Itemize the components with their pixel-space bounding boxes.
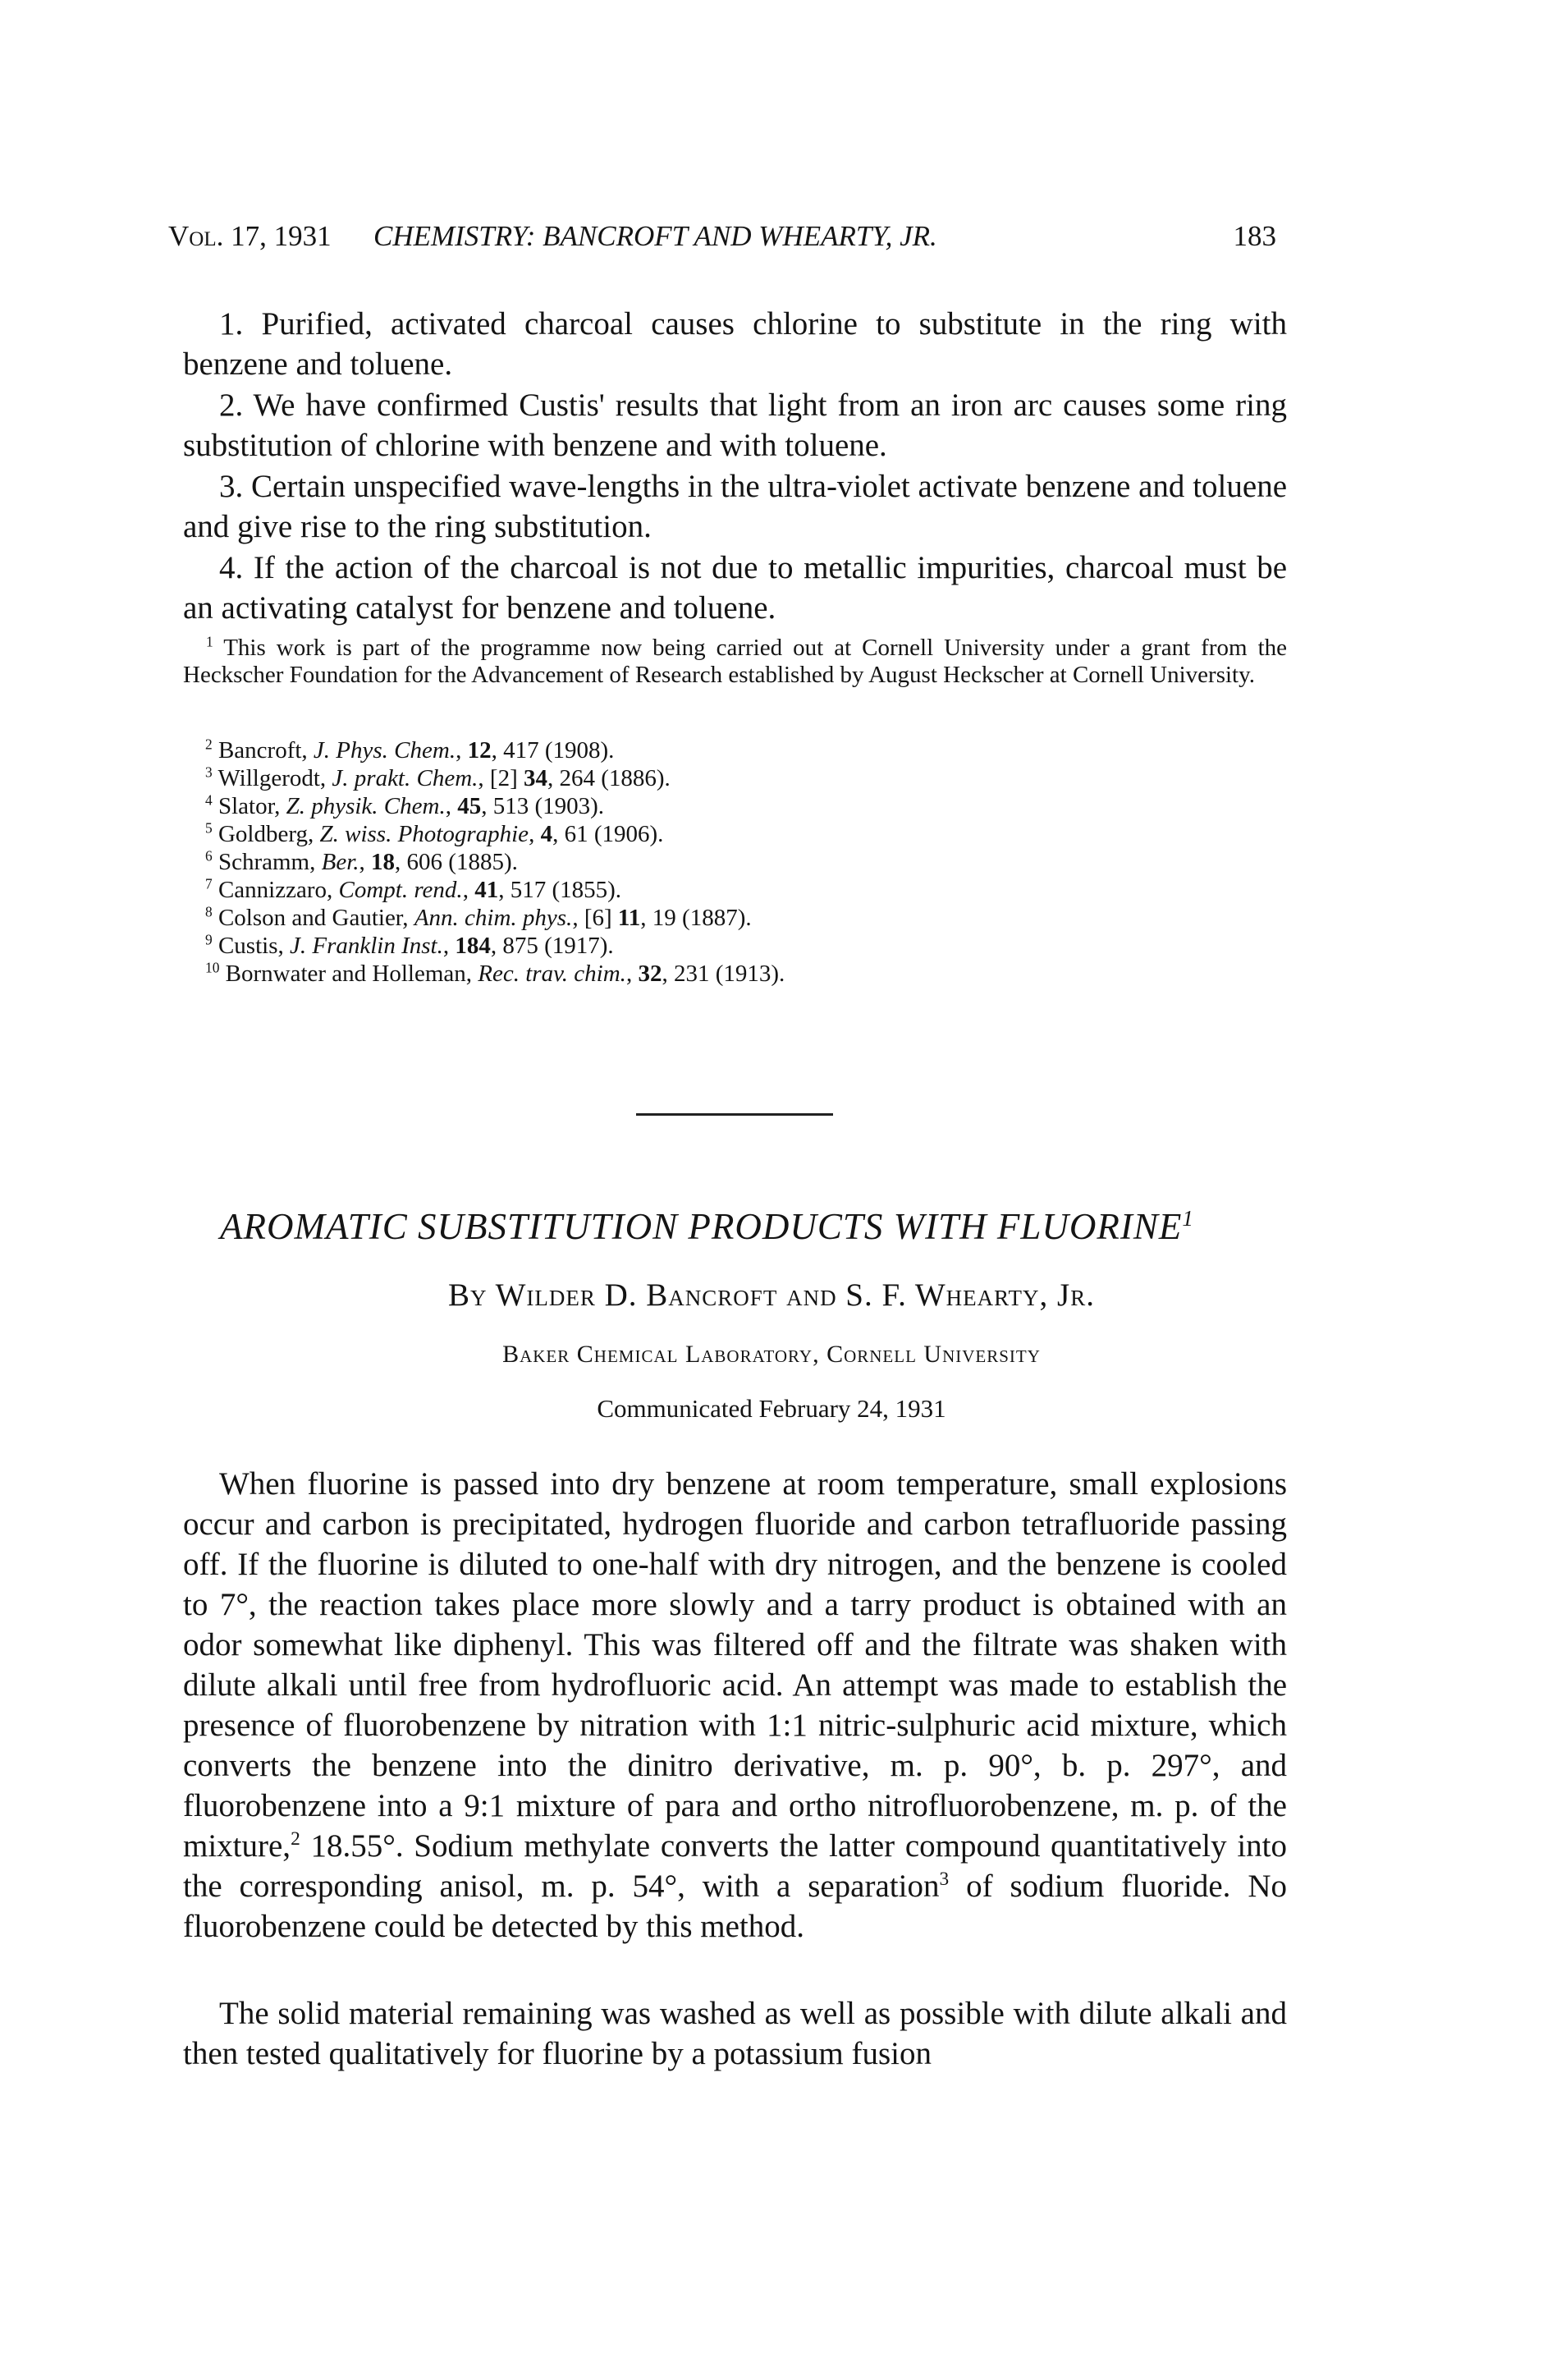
- footnote-ref: 2: [291, 1828, 300, 1850]
- footnote-number: 8: [205, 903, 213, 920]
- footnote-number: 4: [205, 791, 213, 809]
- footnote-sep: ,: [529, 821, 541, 847]
- footnote-volume: 18: [371, 849, 396, 875]
- footnote-volume: 12: [467, 737, 492, 764]
- footnote: [205, 765, 671, 792]
- body-paragraph: The solid material remaining was washed as well as possible with dilute alkali and then tested qualitatively for fluorine by a potassium fusion: [183, 1996, 1287, 2071]
- footnote-rest: , 875 (1917).: [490, 933, 614, 959]
- footnote-number: 6: [205, 847, 213, 864]
- footnote: [205, 737, 614, 764]
- paragraph-text: of sodium fluoride. No fluorobenzene could be detected by this method.: [183, 1869, 1287, 1944]
- footnote-journal: J. Phys. Chem.: [313, 737, 456, 764]
- footnote-rest: , 606 (1885).: [395, 849, 518, 875]
- footnote-volume: 34: [523, 765, 547, 791]
- footnote-author: Bancroft,: [217, 737, 314, 764]
- conclusion-text: Purified, activated charcoal causes chlorine to substitute in the ring with benzene and toluene.: [183, 306, 1288, 382]
- footnote-sep: , [6]: [572, 905, 618, 931]
- article-authors: By Wilder D. Bancroft and S. F. Whearty, Jr.: [448, 1277, 1095, 1313]
- body-paragraph: [183, 1464, 1287, 1947]
- footnote-journal: Ann. chim. phys.: [414, 905, 573, 931]
- footnote: [205, 877, 621, 904]
- footnote: [205, 849, 518, 876]
- footnote-volume: 184: [455, 933, 491, 959]
- footnote-author: Cannizzaro,: [217, 877, 339, 903]
- conclusion-number: 3.: [219, 469, 244, 504]
- conclusion-number: 1.: [219, 306, 244, 342]
- footnote-number: 9: [205, 931, 213, 948]
- footnote-author: Slator,: [217, 793, 286, 819]
- footnote-rest: , 513 (1903).: [481, 793, 605, 819]
- title-footnote-ref: 1: [1182, 1206, 1194, 1231]
- footnote-rest: , 517 (1855).: [498, 877, 622, 903]
- conclusion-number: 2.: [219, 387, 244, 423]
- conclusion-item: [183, 304, 1287, 384]
- footnote-sep: ,: [456, 737, 468, 764]
- footnote-number: 7: [205, 875, 213, 892]
- footnote: [205, 961, 785, 988]
- footnote-sep: ,: [445, 793, 458, 819]
- footnote-author: Bornwater and Holleman,: [225, 961, 478, 987]
- footnote-sep: , [2]: [478, 765, 524, 791]
- footnote-number: 1: [206, 633, 213, 650]
- footnote-author: Schramm,: [217, 849, 322, 875]
- footnote-volume: 41: [474, 877, 499, 903]
- conclusion-item: [183, 466, 1287, 547]
- footnote-number: 3: [205, 764, 213, 781]
- article-title: [0, 1205, 1543, 1248]
- running-title: CHEMISTRY: BANCROFT AND WHEARTY, JR.: [373, 220, 937, 252]
- conclusion-number: 4.: [219, 550, 244, 585]
- footnote-journal: Rec. trav. chim.: [478, 961, 626, 987]
- conclusion-text: We have confirmed Custis' results that light from an iron arc causes some ring substitution of chlorine with benzene and with toluene.: [183, 387, 1287, 463]
- conclusion-text: If the action of the charcoal is not due to metallic impurities, charcoal must be an activating catalyst for benzene and toluene.: [183, 550, 1287, 626]
- footnote-rest: , 417 (1908).: [491, 737, 615, 764]
- article-title-text: AROMATIC SUBSTITUTION PRODUCTS WITH FLUORINE: [220, 1206, 1183, 1247]
- conclusion-text: Certain unspecified wave-lengths in the ultra-violet activate benzene and toluene and give rise to the ring substitution.: [183, 469, 1288, 544]
- footnote: [183, 635, 1287, 689]
- footnote-author: Custis,: [217, 933, 290, 959]
- footnote: [205, 905, 752, 932]
- running-head: [168, 220, 1276, 253]
- footnote-author: Goldberg,: [217, 821, 320, 847]
- footnote-rest: , 264 (1886).: [547, 765, 671, 791]
- footnote: [205, 793, 604, 820]
- footnote-volume: 32: [638, 961, 662, 987]
- section-divider: [636, 1113, 833, 1116]
- communicated-date: Communicated February 24, 1931: [597, 1394, 946, 1423]
- footnote-sep: ,: [462, 877, 475, 903]
- paragraph-text: 18.55°. Sodium methylate converts the latter compound quantitatively into the corresponding anisol, m. p. 54°, with a separation: [183, 1828, 1287, 1904]
- paragraph-text: When fluorine is passed into dry benzene at room temperature, small explosions occur and carbon is precipitated, hydrogen fluoride and carbon tetrafluoride passing off. If the fluorine is diluted to one-half with dry nitrogen, and the benzene is cooled to 7°, the reaction takes place more slowly and a tarry product is obtained with an odor somewhat like diphenyl. This was filtered off and the filtrate was shaken with dilute alkali until free from hydrofluoric acid. An attempt was made to establish the presence of fluorobenzene by nitration with 1:1 nitric-sulphuric acid mixture, which converts the benzene into the dinitro derivative, m. p. 90°, b. p. 297°, and fluorobenzene into a 9:1 mixture of para and ortho nitrofluorobenzene, m. p. of the mixture,: [183, 1466, 1287, 1864]
- footnote-number: 10: [205, 959, 220, 976]
- footnote-text: This work is part of the programme now being carried out at Cornell University under a grant from the Heckscher Foundation for the Advancement of Research established by August Heckscher at Cornell University.: [183, 635, 1287, 688]
- footnote-rest: , 231 (1913).: [662, 961, 785, 987]
- footnote: [205, 933, 614, 960]
- footnote-volume: 4: [540, 821, 553, 847]
- article-affiliation: Baker Chemical Laboratory, Cornell University: [502, 1341, 1041, 1368]
- page-number: 183: [1233, 220, 1276, 252]
- footnote-journal: Z. wiss. Photographie: [319, 821, 529, 847]
- footnote-number: 5: [205, 819, 213, 837]
- footnote-number: 2: [205, 736, 213, 753]
- footnote-volume: 45: [457, 793, 482, 819]
- conclusion-item: [183, 385, 1287, 465]
- footnote-journal: Ber.: [321, 849, 359, 875]
- footnote-author: Willgerodt,: [217, 765, 332, 791]
- volume-label: Vol. 17, 1931: [168, 220, 332, 252]
- footnote-author: Colson and Gautier,: [217, 905, 414, 931]
- footnote-journal: Compt. rend.: [338, 877, 463, 903]
- footnote-ref: 3: [939, 1869, 950, 1890]
- footnote-sep: ,: [625, 961, 639, 987]
- conclusion-item: [183, 548, 1287, 628]
- footnote-journal: J. prakt. Chem.: [332, 765, 478, 791]
- footnote: [205, 821, 663, 848]
- footnote-sep: ,: [442, 933, 456, 959]
- footnote-rest: , 61 (1906).: [552, 821, 664, 847]
- footnote-volume: 11: [617, 905, 641, 931]
- footnote-journal: J. Franklin Inst.: [289, 933, 443, 959]
- footnote-sep: ,: [359, 849, 372, 875]
- footnote-journal: Z. physik. Chem.: [286, 793, 446, 819]
- footnote-rest: , 19 (1887).: [640, 905, 752, 931]
